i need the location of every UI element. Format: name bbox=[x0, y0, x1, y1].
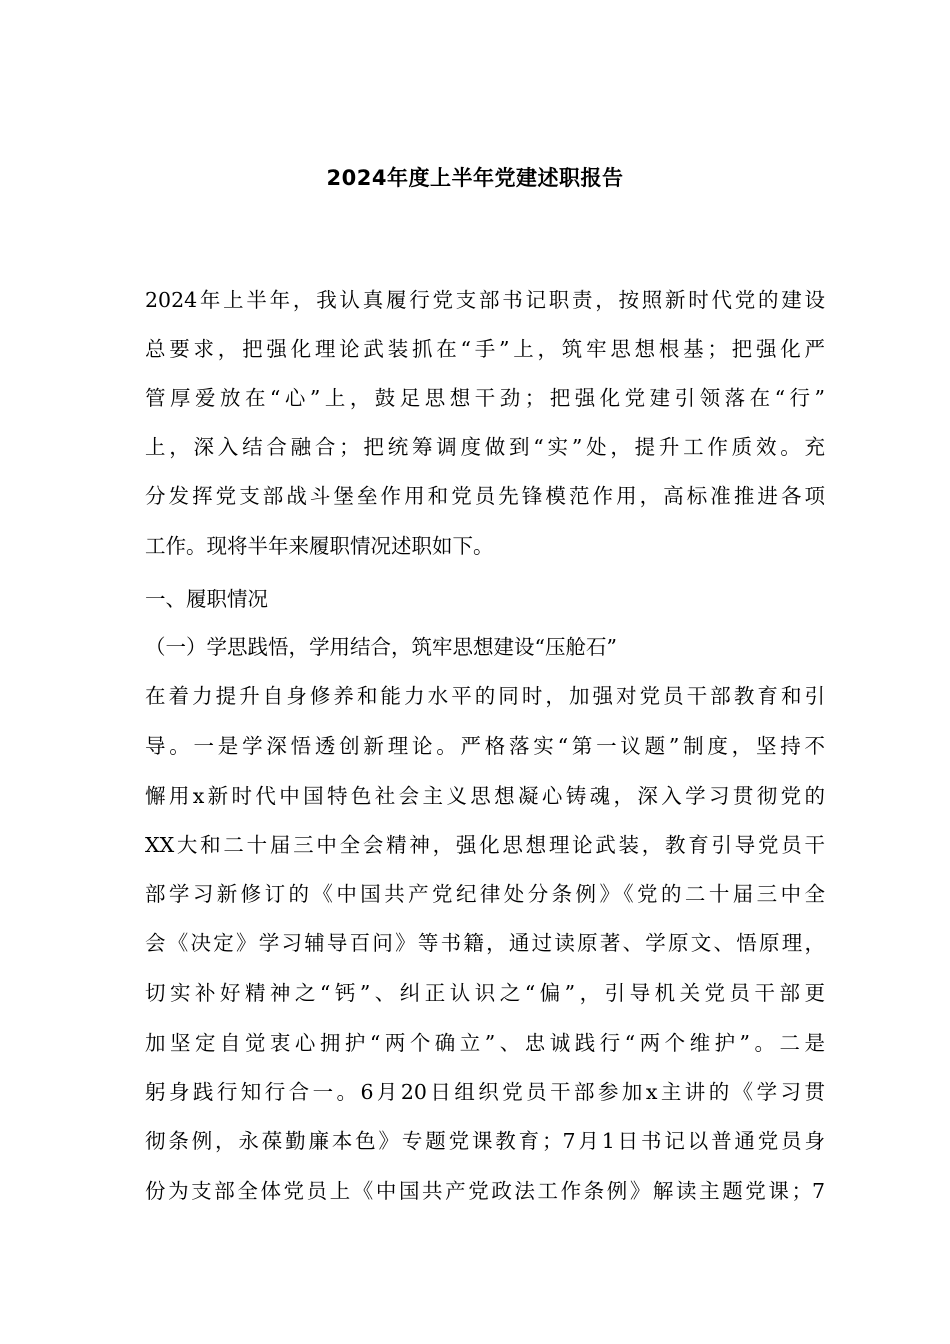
text-line: 导。一是学深悟透创新理论。严格落实“第一议题”制度，坚持不 bbox=[145, 734, 825, 758]
document-title: 2024年度上半年党建述职报告 bbox=[326, 166, 624, 190]
text-line: 会《决定》学习辅导百问》等书籍，通过读原著、学原文、悟原理， bbox=[145, 931, 825, 955]
text-line: 分发挥党支部战斗堡垒作用和党员先锋模范作用，高标准推进各项 bbox=[145, 484, 825, 508]
text-line: 懈用x新时代中国特色社会主义思想凝心铸魂，深入学习贯彻党的 bbox=[145, 784, 825, 808]
subsection-heading: （一）学思践悟，学用结合，筑牢思想建设“压舱石” bbox=[145, 635, 617, 659]
text-line: 工作。现将半年来履职情况述职如下。 bbox=[145, 534, 494, 558]
text-line: XX大和二十届三中全会精神，强化思想理论武装，教育引导党员干 bbox=[145, 833, 825, 857]
text-line: 管厚爱放在“心”上，鼓足思想干劲；把强化党建引领落在“行” bbox=[145, 386, 825, 410]
text-line: 切实补好精神之“钙”、纠正认识之“偏”，引导机关党员干部更 bbox=[145, 981, 825, 1005]
text-line: 部学习新修订的《中国共产党纪律处分条例》《党的二十届三中全 bbox=[145, 882, 825, 906]
text-line: 躬身践行知行合一。6月20日组织党员干部参加x主讲的《学习贯 bbox=[145, 1080, 825, 1104]
section-heading: 一、履职情况 bbox=[145, 587, 268, 611]
text-line: 上，深入结合融合；把统筹调度做到“实”处，提升工作质效。充 bbox=[145, 435, 825, 459]
text-line: 份为支部全体党员上《中国共产党政法工作条例》解读主题党课；7 bbox=[145, 1179, 825, 1203]
text-line: 总要求，把强化理论武装抓在“手”上，筑牢思想根基；把强化严 bbox=[145, 337, 825, 361]
text-line: 彻条例，永葆勤廉本色》专题党课教育；7月1日书记以普通党员身 bbox=[145, 1129, 825, 1153]
text-line: 2024年上半年，我认真履行党支部书记职责，按照新时代党的建设 bbox=[145, 288, 825, 312]
text-line: 在着力提升自身修养和能力水平的同时，加强对党员干部教育和引 bbox=[145, 684, 825, 708]
text-line: 加坚定自觉衷心拥护“两个确立”、忠诚践行“两个维护”。二是 bbox=[145, 1031, 825, 1055]
